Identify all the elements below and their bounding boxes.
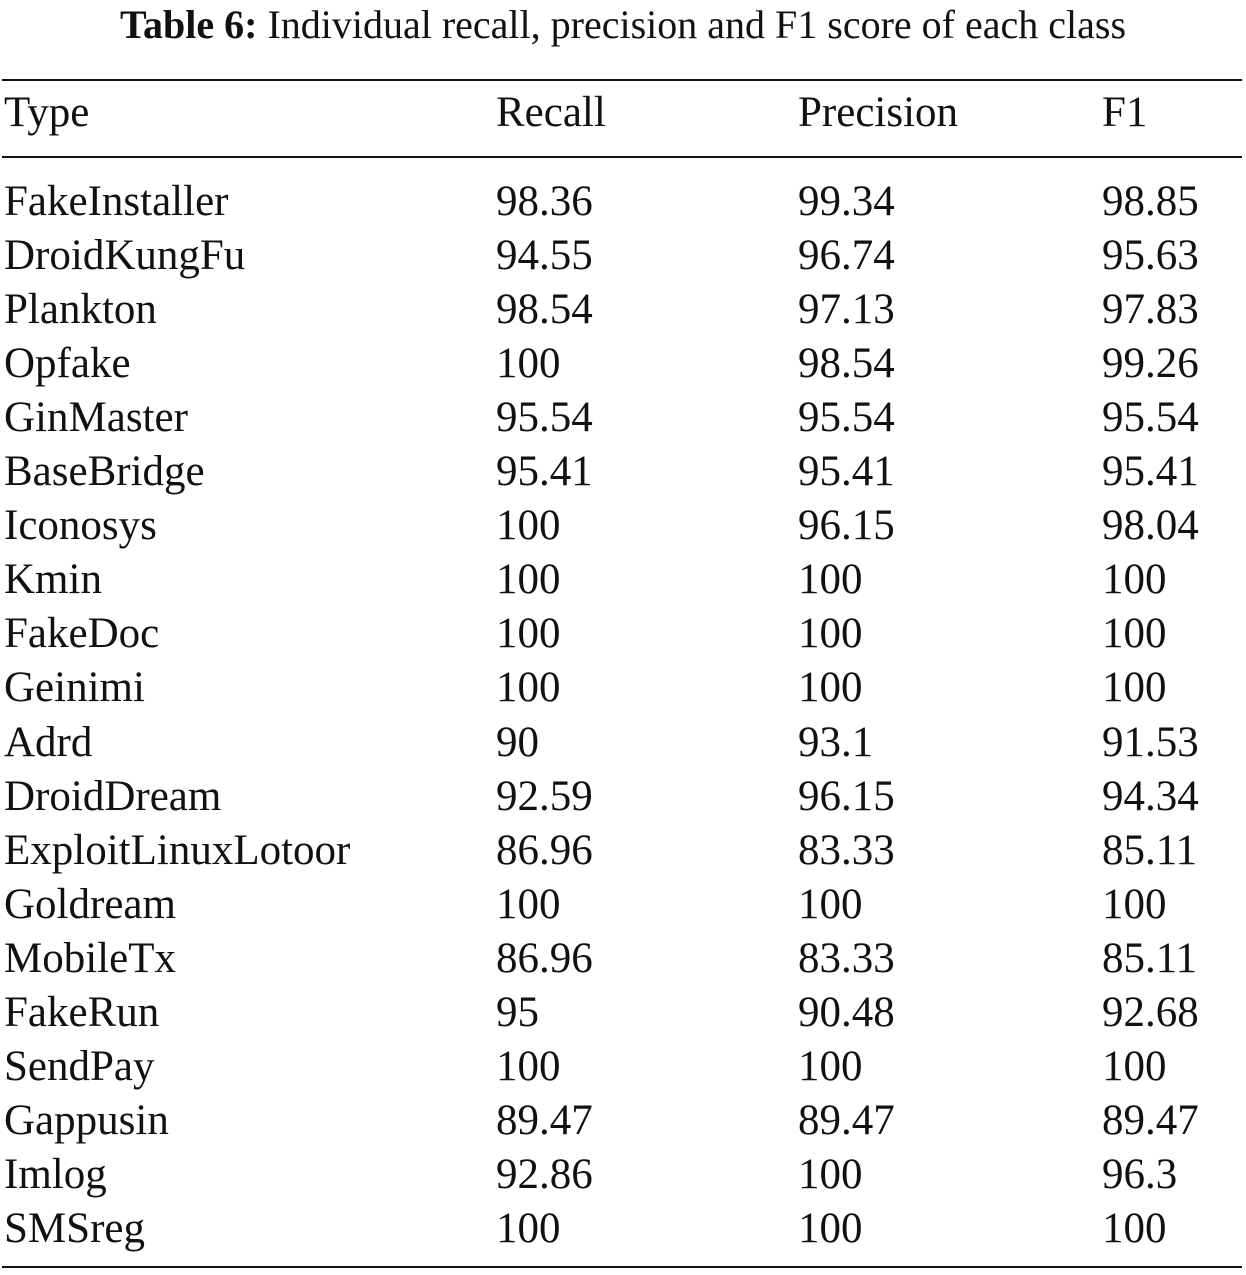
table-row — [0, 661, 1246, 715]
cell-recall: 100 — [496, 1042, 561, 1090]
table-row — [0, 499, 1246, 553]
cell-recall: 92.86 — [496, 1150, 593, 1198]
cell-f1: 91.53 — [1102, 718, 1199, 766]
cell-recall: 98.36 — [496, 178, 593, 225]
cell-f1: 89.47 — [1102, 1096, 1199, 1144]
cell-type: SMSreg — [4, 1204, 145, 1252]
cell-type: Opfake — [4, 340, 131, 388]
cell-recall: 100 — [496, 502, 561, 550]
caption-text: Individual recall, precision and F1 score of each class — [267, 2, 1127, 47]
cell-precision: 95.54 — [798, 394, 895, 442]
cell-precision: 83.33 — [798, 826, 895, 874]
table-row — [0, 1094, 1246, 1148]
cell-type: Adrd — [4, 718, 93, 766]
table-row — [0, 1040, 1246, 1094]
cell-recall: 98.54 — [496, 286, 593, 334]
cell-precision: 100 — [798, 664, 863, 712]
cell-type: Imlog — [4, 1150, 107, 1198]
cell-type: ExploitLinuxLotoor — [4, 826, 351, 874]
cell-precision: 100 — [798, 610, 863, 658]
cell-recall: 100 — [496, 556, 561, 604]
cell-recall: 95.41 — [496, 448, 593, 496]
cell-f1: 95.54 — [1102, 394, 1199, 442]
cell-precision: 96.74 — [798, 232, 895, 280]
cell-type: GinMaster — [4, 394, 188, 442]
cell-type: FakeDoc — [4, 610, 160, 658]
table-row — [0, 878, 1246, 932]
cell-f1: 97.83 — [1102, 286, 1199, 334]
header-precision: Precision — [798, 89, 959, 136]
cell-f1: 92.68 — [1102, 988, 1199, 1036]
cell-type: SendPay — [4, 1042, 155, 1090]
cell-f1: 85.11 — [1102, 934, 1198, 982]
cell-recall: 94.55 — [496, 232, 593, 280]
cell-f1: 95.63 — [1102, 232, 1199, 280]
cell-recall: 100 — [496, 610, 561, 658]
header-f1: F1 — [1102, 89, 1148, 136]
cell-precision: 97.13 — [798, 286, 895, 334]
cell-type: FakeInstaller — [4, 178, 229, 225]
table-caption — [0, 0, 1246, 52]
header-type: Type — [4, 89, 90, 136]
cell-precision: 95.41 — [798, 448, 895, 496]
cell-type: DroidDream — [4, 772, 222, 820]
cell-recall: 95 — [496, 988, 539, 1036]
table-row — [0, 445, 1246, 499]
cell-precision: 90.48 — [798, 988, 895, 1036]
table-row — [0, 337, 1246, 391]
cell-f1: 96.3 — [1102, 1150, 1178, 1198]
cell-f1: 85.11 — [1102, 826, 1198, 874]
cell-f1: 94.34 — [1102, 772, 1199, 820]
cell-precision: 100 — [798, 1204, 863, 1252]
cell-recall: 89.47 — [496, 1096, 593, 1144]
cell-type: Gappusin — [4, 1096, 169, 1144]
cell-f1: 100 — [1102, 880, 1167, 928]
cell-precision: 93.1 — [798, 718, 874, 766]
table-row — [0, 175, 1246, 229]
table-row — [0, 229, 1246, 283]
cell-recall: 100 — [496, 1204, 561, 1252]
table-row — [0, 1148, 1246, 1202]
cell-type: Plankton — [4, 286, 157, 334]
cell-f1: 95.41 — [1102, 448, 1199, 496]
cell-precision: 98.54 — [798, 340, 895, 388]
cell-recall: 86.96 — [496, 934, 593, 982]
cell-f1: 100 — [1102, 1042, 1167, 1090]
cell-type: BaseBridge — [4, 448, 205, 496]
cell-type: FakeRun — [4, 988, 160, 1036]
cell-type: Kmin — [4, 556, 102, 604]
cell-precision: 100 — [798, 556, 863, 604]
cell-type: Goldream — [4, 880, 176, 928]
table-row — [0, 824, 1246, 878]
header-rule — [2, 156, 1242, 158]
cell-recall: 90 — [496, 718, 539, 766]
header-recall: Recall — [496, 89, 606, 136]
cell-recall: 100 — [496, 880, 561, 928]
cell-f1: 100 — [1102, 556, 1167, 604]
cell-precision: 100 — [798, 1042, 863, 1090]
caption-label: Table 6: — [119, 2, 258, 47]
cell-type: MobileTx — [4, 934, 176, 982]
cell-f1: 100 — [1102, 610, 1167, 658]
table-row — [0, 553, 1246, 607]
table-row — [0, 1202, 1246, 1256]
cell-recall: 86.96 — [496, 826, 593, 874]
cell-precision: 83.33 — [798, 934, 895, 982]
cell-recall: 92.59 — [496, 772, 593, 820]
cell-f1: 100 — [1102, 664, 1167, 712]
table-row — [0, 391, 1246, 445]
cell-recall: 100 — [496, 340, 561, 388]
cell-type: Iconosys — [4, 502, 157, 550]
top-rule — [2, 79, 1242, 81]
cell-precision: 100 — [798, 1150, 863, 1198]
table-row — [0, 932, 1246, 986]
cell-precision: 89.47 — [798, 1096, 895, 1144]
cell-precision: 96.15 — [798, 502, 895, 550]
cell-f1: 99.26 — [1102, 340, 1199, 388]
table-row — [0, 283, 1246, 337]
cell-type: DroidKungFu — [4, 232, 246, 280]
table-row — [0, 607, 1246, 661]
table-row — [0, 986, 1246, 1040]
cell-recall: 100 — [496, 664, 561, 712]
cell-precision: 100 — [798, 880, 863, 928]
cell-precision: 99.34 — [798, 178, 895, 225]
table-row — [0, 716, 1246, 770]
cell-f1: 98.04 — [1102, 502, 1199, 550]
cell-recall: 95.54 — [496, 394, 593, 442]
cell-precision: 96.15 — [798, 772, 895, 820]
table-row — [0, 770, 1246, 824]
cell-f1: 100 — [1102, 1204, 1167, 1252]
bottom-rule — [2, 1266, 1242, 1268]
cell-type: Geinimi — [4, 664, 145, 712]
cell-f1: 98.85 — [1102, 178, 1199, 225]
